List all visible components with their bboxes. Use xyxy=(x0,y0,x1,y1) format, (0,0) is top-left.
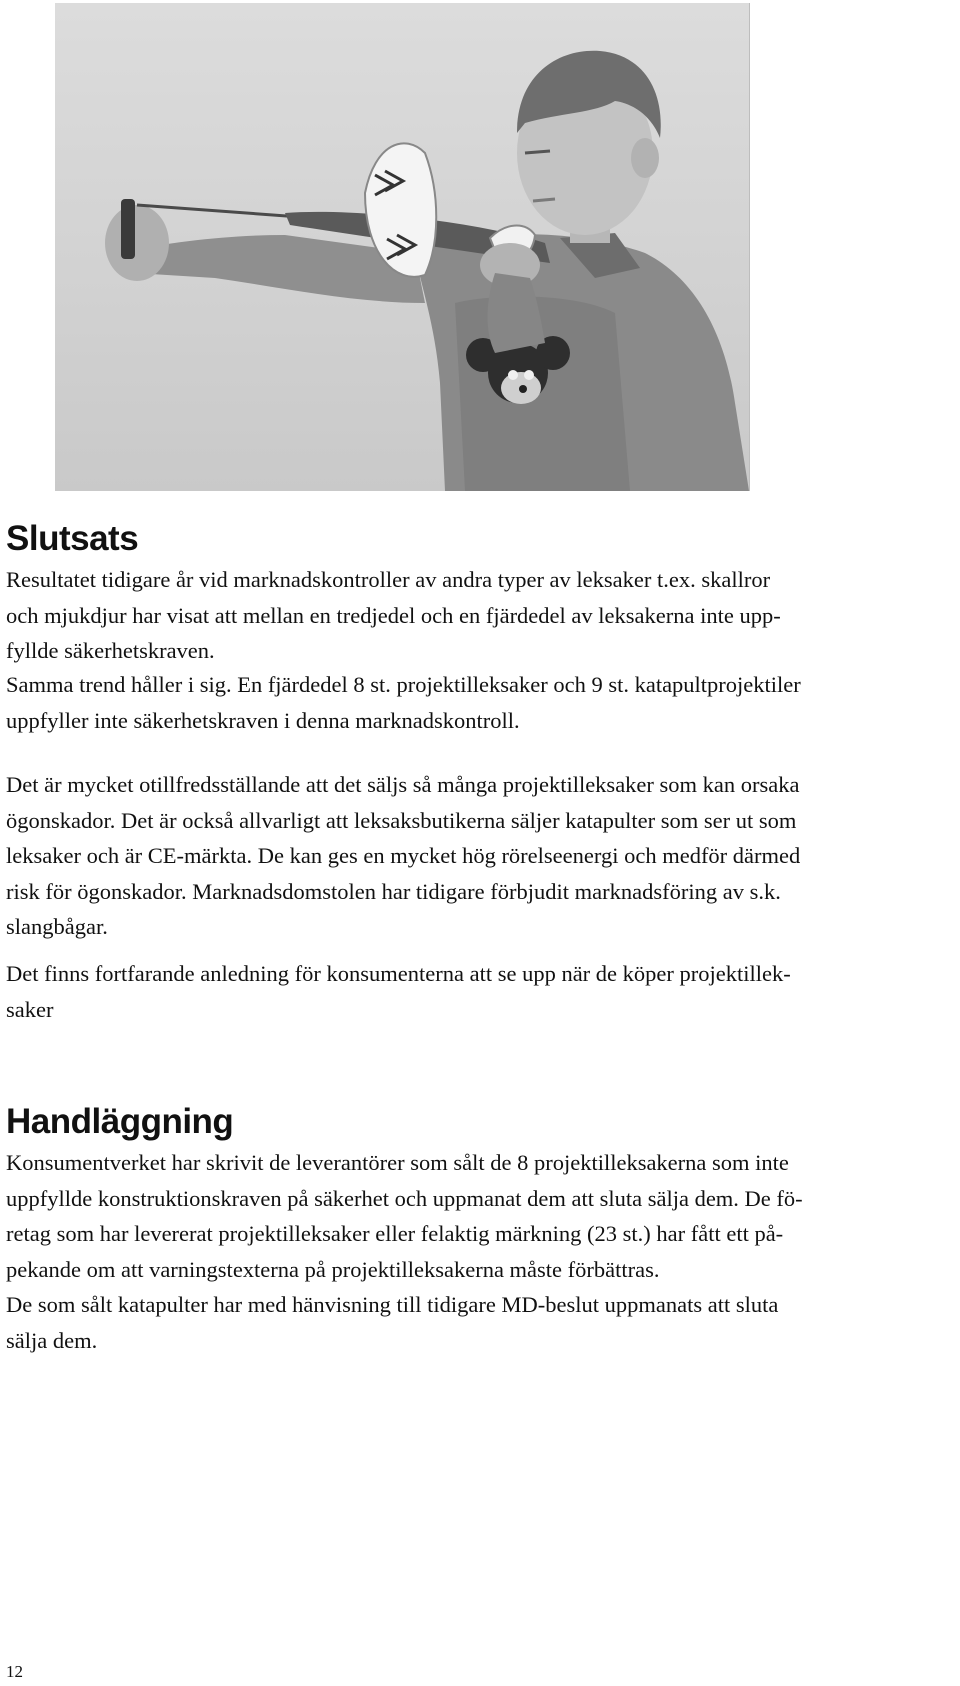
page-number: 12 xyxy=(6,1662,23,1681)
child-with-toy-plane-catapult-photo xyxy=(55,3,750,491)
text-line: uppfyllde konstruktionskraven på säkerhet och uppmanat dem att sluta sälja dem. De fö- xyxy=(6,1185,803,1211)
text-line: saker xyxy=(6,996,54,1022)
text-line: leksaker och är CE-märkta. De kan ges en mycket hög rörelseenergi och medför därmed xyxy=(6,843,801,868)
text-line: De som sålt katapulter har med hänvisning till tidigare MD-beslut uppmanats att sluta xyxy=(6,1292,779,1317)
slutsats-paragraph xyxy=(6,956,956,1027)
text-line: och mjukdjur har visat att mellan en tredjedel och en fjärdedel av leksakerna inte upp- xyxy=(6,602,781,628)
handlaggning-paragraph xyxy=(6,1145,956,1287)
text-line: pekande om att varningstexterna på projektilleksakerna måste förbättras. xyxy=(6,1256,660,1282)
text-line: Konsumentverket har skrivit de leverantörer som sålt de 8 projektilleksakerna som inte xyxy=(6,1150,789,1175)
text-line: ögonskador. Det är också allvarligt att leksaksbutikerna säljer katapulter som ser ut som xyxy=(6,807,797,833)
text-line: uppfyller inte säkerhetskraven i denna marknadskontroll. xyxy=(6,707,520,733)
text-line: Det finns fortfarande anledning för konsumenterna att se upp när de köper projektillek- xyxy=(6,961,791,986)
text-line: Det är mycket otillfredsställande att det säljs så många projektilleksaker som kan orsaka xyxy=(6,772,800,797)
section-heading-slutsats: Slutsats xyxy=(6,519,139,558)
slutsats-paragraph xyxy=(6,667,956,738)
slutsats-paragraph xyxy=(6,767,956,945)
text-line: Samma trend håller i sig. En fjärdedel 8 st. projektilleksaker och 9 st. katapultprojektiler xyxy=(6,672,801,697)
slutsats-paragraph xyxy=(6,562,956,669)
text-line: risk för ögonskador. Marknadsdomstolen har tidigare förbjudit marknadsföring av s.k. xyxy=(6,878,781,904)
text-line: Resultatet tidigare år vid marknadskontroller av andra typer av leksaker t.ex. skallror xyxy=(6,567,771,592)
text-line: slangbågar. xyxy=(6,914,108,939)
text-line: fyllde säkerhetskraven. xyxy=(6,638,215,663)
text-line: retag som har levererat projektilleksaker eller felaktig märkning (23 st.) har fått ett på- xyxy=(6,1221,784,1246)
handlaggning-paragraph xyxy=(6,1287,956,1358)
section-heading-handlaggning: Handläggning xyxy=(6,1102,234,1141)
text-line: sälja dem. xyxy=(6,1327,98,1353)
